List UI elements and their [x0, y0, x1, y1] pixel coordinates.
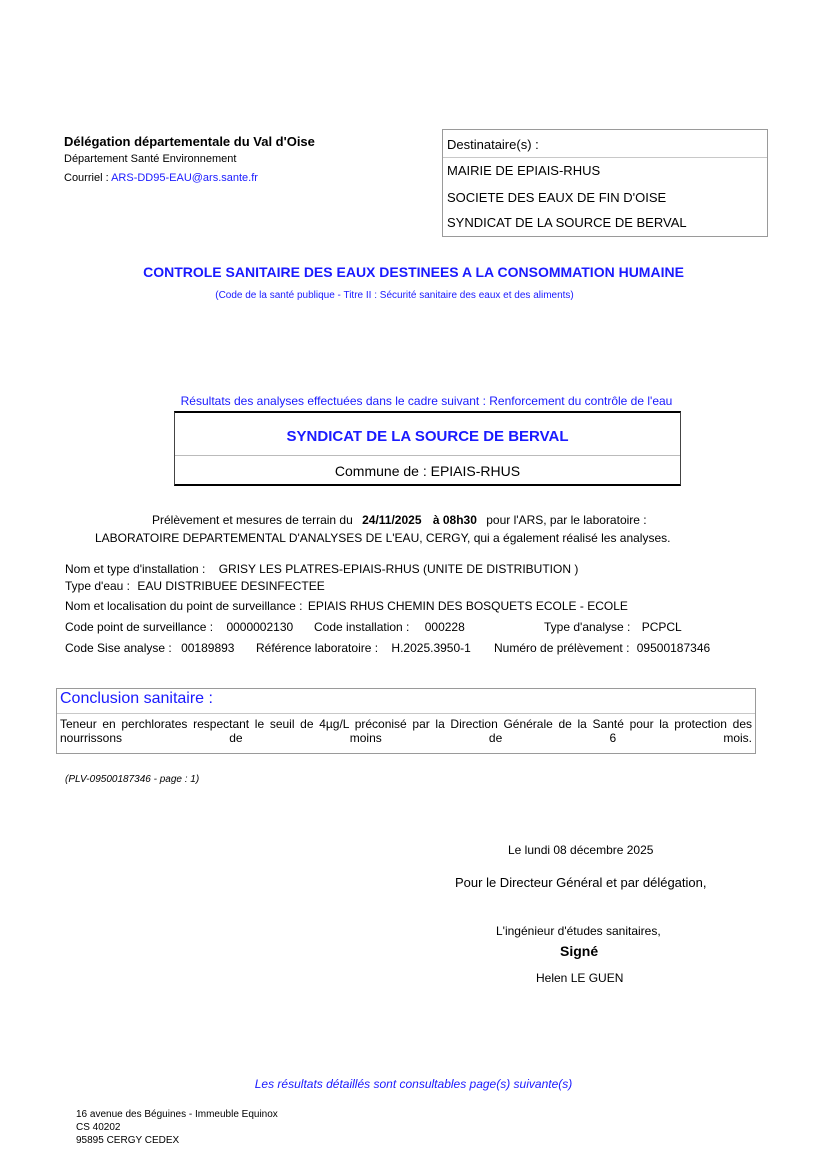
lab-ref-label: Référence laboratoire : [256, 641, 379, 655]
sampling-time: à 08h30 [432, 513, 477, 527]
address-line: 95895 CERGY CEDEX [76, 1135, 180, 1146]
sampling-prefix: Prélèvement et mesures de terrain du [152, 513, 353, 527]
water-type-row [65, 579, 325, 593]
sise-field [65, 641, 234, 655]
email-link[interactable]: ARS-DD95-EAU@ars.sante.fr [111, 172, 258, 184]
water-type-label: Type d'eau : [65, 579, 131, 593]
sise-value: 00189893 [181, 641, 235, 655]
signature-role: L'ingénieur d'études sanitaires, [496, 924, 661, 938]
email-label: Courriel : [64, 172, 112, 184]
laboratory-line: LABORATOIRE DEPARTEMENTAL D'ANALYSES DE L'EAU, CERGY, qui a également réalisé les analyses. [95, 531, 671, 545]
analysis-type-value: PCPCL [641, 620, 682, 634]
document-subtitle: (Code de la santé publique - Titre II : Sécurité sanitaire des eaux et des aliments) [215, 290, 574, 301]
sample-number-field [494, 641, 710, 655]
conclusion-divider [57, 713, 755, 714]
lab-ref-field [256, 641, 471, 655]
sampling-line [152, 513, 647, 527]
results-context: Résultats des analyses effectuées dans le cadre suivant : Renforcement du contrôle de l'eau [180, 394, 673, 408]
email-line [64, 172, 258, 184]
sample-number-label: Numéro de prélèvement : [494, 641, 630, 655]
signature-for: Pour le Directeur Général et par délégation, [455, 875, 707, 890]
conclusion-box [56, 688, 756, 754]
document-title: CONTROLE SANITAIRE DES EAUX DESTINEES A LA CONSOMMATION HUMAINE [143, 264, 684, 280]
installation-value: GRISY LES PLATRES-EPIAIS-RHUS (UNITE DE DISTRIBUTION ) [218, 562, 579, 576]
department-name: Département Santé Environnement [64, 153, 237, 165]
surveillance-point-label: Nom et localisation du point de surveillance : [65, 599, 303, 613]
sise-label: Code Sise analyse : [65, 641, 172, 655]
page-reference: (PLV-09500187346 - page : 1) [65, 774, 200, 785]
recipient-item: SYNDICAT DE LA SOURCE DE BERVAL [447, 215, 687, 230]
recipients-label: Destinataire(s) : [447, 137, 539, 152]
conclusion-text: Teneur en perchlorates respectant le seuil de 4µg/L préconisé par la Direction Générale de la Santé pour la protection des nourrissons de moins de 6 mois. [60, 717, 752, 745]
signature-signed: Signé [560, 943, 599, 959]
recipients-divider [443, 157, 767, 158]
installation-code-field [314, 620, 465, 634]
installation-code-value: 000228 [424, 620, 465, 634]
recipient-item: SOCIETE DES EAUX DE FIN D'OISE [447, 190, 667, 205]
sampling-date: 24/11/2025 [362, 513, 422, 527]
lab-ref-value: H.2025.3950-1 [391, 641, 471, 655]
commune-name: Commune de : EPIAIS-RHUS [334, 463, 521, 479]
analysis-type-field [544, 620, 682, 634]
surveillance-point-row [65, 599, 628, 613]
recipients-box [442, 129, 768, 237]
surveillance-point-value: EPIAIS RHUS CHEMIN DES BOSQUETS ECOLE - ECOLE [307, 599, 628, 613]
signature-date: Le lundi 08 décembre 2025 [508, 843, 654, 857]
recipient-item: MAIRIE DE EPIAIS-RHUS [447, 163, 601, 178]
point-code-value: 0000002130 [226, 620, 294, 634]
point-code-label: Code point de surveillance : [65, 620, 214, 634]
syndicat-name: SYNDICAT DE LA SOURCE DE BERVAL [286, 428, 569, 445]
installation-label: Nom et type d'installation : [65, 562, 206, 576]
conclusion-title: Conclusion sanitaire : [60, 690, 213, 707]
installation-row [65, 562, 578, 576]
water-type-value: EAU DISTRIBUEE DESINFECTEE [137, 579, 325, 593]
syndicat-box [174, 411, 681, 486]
point-code-field [65, 620, 293, 634]
delegation-title: Délégation départementale du Val d'Oise [64, 134, 315, 149]
address-line: CS 40202 [76, 1122, 121, 1133]
detailed-results-note: Les résultats détaillés sont consultables page(s) suivante(s) [254, 1077, 573, 1091]
address-line: 16 avenue des Béguines - Immeuble Equinox [76, 1109, 278, 1120]
signatory-name: Helen LE GUEN [536, 971, 624, 985]
sample-number-value: 09500187346 [636, 641, 711, 655]
sampling-suffix: pour l'ARS, par le laboratoire : [486, 513, 647, 527]
syndicat-divider [175, 455, 680, 456]
installation-code-label: Code installation : [314, 620, 410, 634]
analysis-type-label: Type d'analyse : [544, 620, 631, 634]
